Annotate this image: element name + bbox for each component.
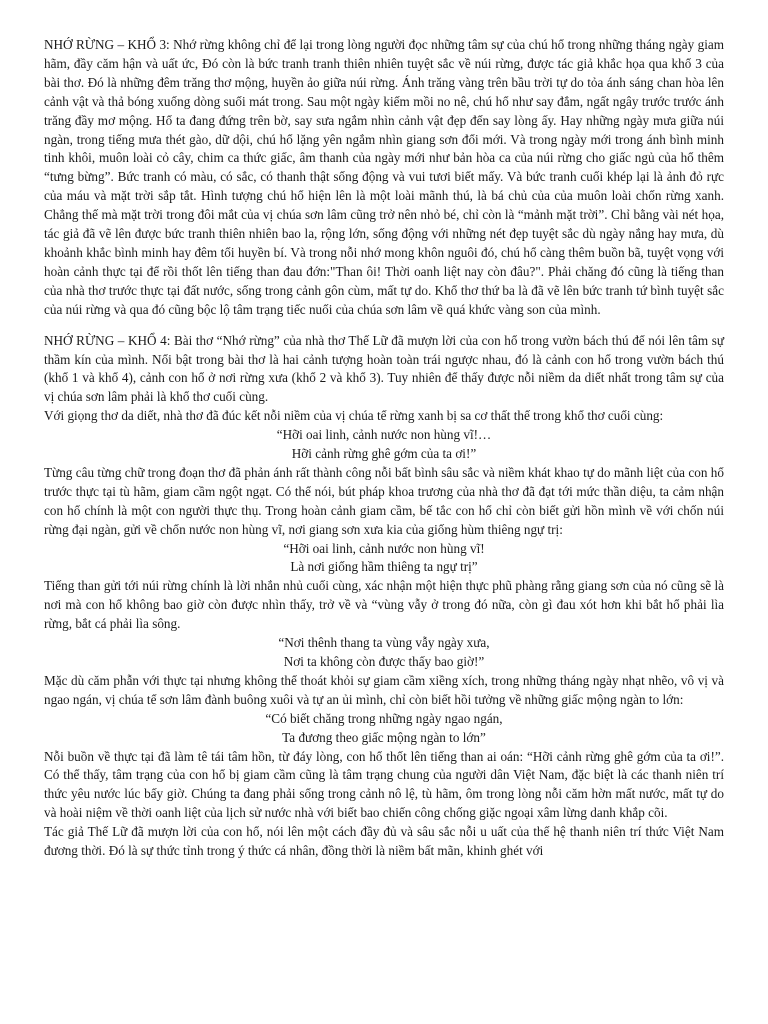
poem-quote-line: Là nơi giống hầm thiêng ta ngự trị” (290, 559, 478, 575)
paragraph-kho-4-lead: Với giọng thơ da diết, nhà thơ đã đúc kết nỗi niềm của vị chúa tể rừng xanh bị sa cơ thất thế trong khổ thơ cuối cùng: (44, 408, 664, 424)
paragraph-kho-4-intro: NHỚ RỪNG – KHỔ 4: Bài thơ “Nhớ rừng” của nhà thơ Thế Lữ đã mượn lời của con hổ trong vườn bách thú để nói lên tâm sự thầm kín của mình. Nổi bật trong bài thơ là hai cảnh tượng hoàn toàn trái ngược nhau, đó là cảnh con hổ trong vườn bách thú (khổ 1 và khổ 4), cảnh con hổ ở nơi rừng xưa (khổ 2 và khổ 3). Tuy nhiên để thấy được nỗi niềm da diết nhất trong tâm sự của vị chúa sơn lâm phải là khổ thơ cuối cùng. (44, 332, 724, 405)
poem-quote-line: Hỡi cảnh rừng ghê gớm của ta ơi!” (291, 446, 477, 462)
paragraph-analysis-3: Mặc dù căm phẫn với thực tại nhưng không thể thoát khỏi sự giam cầm xiềng xích, trong những tháng ngày nhạt nhẽo, vô vị và ngao ngán, vị chúa tể sơn lâm đành buông xuôi và tự an ủi mình, chỉ còn biết hồi tưởng về những giấc mộng ngàn to lớn: (44, 672, 724, 707)
poem-quote-line: “Có biết chăng trong những ngày ngao ngán, (265, 710, 503, 726)
paragraph-analysis-2: Tiếng than gửi tới núi rừng chính là lời nhắn nhủ cuối cùng, xác nhận một hiện thực phũ phàng rằng giang sơn của nó cũng sẽ là nơi mà con hổ không bao giờ còn được nhìn thấy, trở về và “vùng vẫy ở trong đó nữa, còn gì đau xót hơn khi bắt hổ phải lìa rừng, bắt cá phải lìa sông. (44, 578, 724, 632)
poem-quote-line: “Hỡi oai linh, cảnh nước non hùng vĩ!… (276, 427, 492, 443)
poem-quote-line: Nơi ta không còn được thấy bao giờ!” (283, 654, 485, 669)
paragraph-kho-3: NHỚ RỪNG – KHỔ 3: Nhớ rừng không chỉ để lại trong lòng người đọc những tâm sự của chú hổ trong những tháng ngày giam hãm, đầy căm hận và uất ức, Đó còn là bức tranh tranh thiên nhiên tuyệt sắc về núi rừng, được tác giả khắc họa qua khổ 3 của bài thơ. Đó là những đêm trăng thơ mộng, huyền ảo giữa núi rừng. Ánh trăng vàng trên bầu trời tự do tỏa ánh sáng chan hòa lên cảnh vật và thả bóng xuống dòng suối mát trong. Sau một ngày kiếm mồi no nê, chú hổ như say đắm, ngất ngây trước trước ánh trăng đầy mơ mộng. Hổ ta đang đứng trên bờ, say sưa ngắm nhìn cảnh vật đẹp đến say lòng ấy. Hay những ngày mưa giữa núi ngàn, trong tiếng mưa thét gào, dữ dội, chú hổ lặng yên ngắm nhìn giang sơn đổi mới. Và trong ngày mới trong ánh bình minh tinh khôi, muôn loài cỏ cây, chim ca thức giấc, âm thanh của ngày mới như bản hòa ca của núi rừng cho giấc ngủ của hổ thêm “tưng bừng”. Bức tranh có màu, có sắc, có thanh thật sống động và vui tươi biết mấy. Và bức tranh cuối khép lại là ảnh đỏ rực của máu và mặt trời sắp tắt. Hình tượng chú hổ hiện lên là một loài mãnh thú, là bá chủ của của muôn loài chốn rừng xanh. Chẳng thế mà mặt trời trong đôi mắt của vị chúa sơn lâm cũng trở nên nhỏ bé, chỉ còn là “mảnh mặt trời”. Chỉ bằng vài nét họa, tác giả đã vẽ lên được bức tranh thiên nhiên bao la, rộng lớn, sống động với những nét đẹp tuyệt sắc dù ngày nắng hay mưa, dù khoảnh khắc bình minh hay đêm tối huyền bí. Và trong nỗi nhớ mong khôn nguôi đó, chú hổ càng thêm buồn bã, tuyệt vọng với hoàn cảnh thực tại để rồi thốt lên tiếng than đau đớn:"Than ôi! Thời oanh liệt nay còn đâu?". Phải chăng đó cũng là tiếng than của nhà thơ trước thực tại đất nước, sống trong cảnh gôn cùm, mất tự do. Khổ thơ thứ ba là đã vẽ lên bức tranh tứ bình tuyệt sắc của núi rừng và qua đó cũng bộc lộ tâm trạng tiếc nuối của chúa sơn lâm về quá khức vàng son của mình. (44, 37, 724, 317)
paragraph-analysis-4: Nỗi buồn về thực tại đã làm tê tái tâm hồn, từ đáy lòng, con hổ thốt lên tiếng than ai oán: “Hỡi cảnh rừng ghê gớm của ta ơi!”. Có thể thấy, tâm trạng của con hổ bị giam cầm cũng là tâm trạng chung của người dân Việt Nam, đặc biệt là các thanh niên trí thức yêu nước lúc bấy giờ. Chúng ta đang phải sống trong cảnh nô lệ, tù hãm, ôm trong lòng nỗi căm hờn mất nước, mất tự do và hoài niệm về thời oanh liệt của lịch sử nước nhà với biết bao chiến công chống giặc ngoại xâm lừng danh khắp cõi. (44, 748, 724, 821)
poem-quote-line: “Hỡi oai linh, cảnh nước non hùng vĩ! (283, 540, 485, 556)
paragraph-analysis-5: Tác giả Thế Lữ đã mượn lời của con hổ, nói lên một cách đầy đủ và sâu sắc nỗi u uất của thế hệ thanh niên trí thức Việt Nam đương thời. Đó là sự thức tỉnh trong ý thức cá nhân, đồng thời là niềm bất mãn, khinh ghét với (44, 824, 724, 859)
poem-quote-line: “Nơi thênh thang ta vùng vẫy ngày xưa, (278, 635, 490, 651)
paragraph-analysis-1: Từng câu từng chữ trong đoạn thơ đã phản ánh rất thành công nỗi bất bình sâu sắc và niềm khát khao tự do mãnh liệt của con hổ trước thực tại tù hãm, giam cầm ngột ngạt. Có thể nói, bút pháp khoa trương của nhà thơ đã đạt tới mức thần diệu, ta cảm nhận con hổ chính là một con người thực thụ. Trong hoàn cảnh giam cầm, bế tắc con hổ chỉ còn biết gửi hồn mình về với chốn núi rừng đại ngàn, gửi về chốn nước non hùng vĩ, nơi giang sơn xưa kia của giống hùm thiêng ngự trị: (44, 464, 724, 537)
poem-quote-line: Ta đương theo giấc mộng ngàn to lớn” (282, 729, 486, 745)
